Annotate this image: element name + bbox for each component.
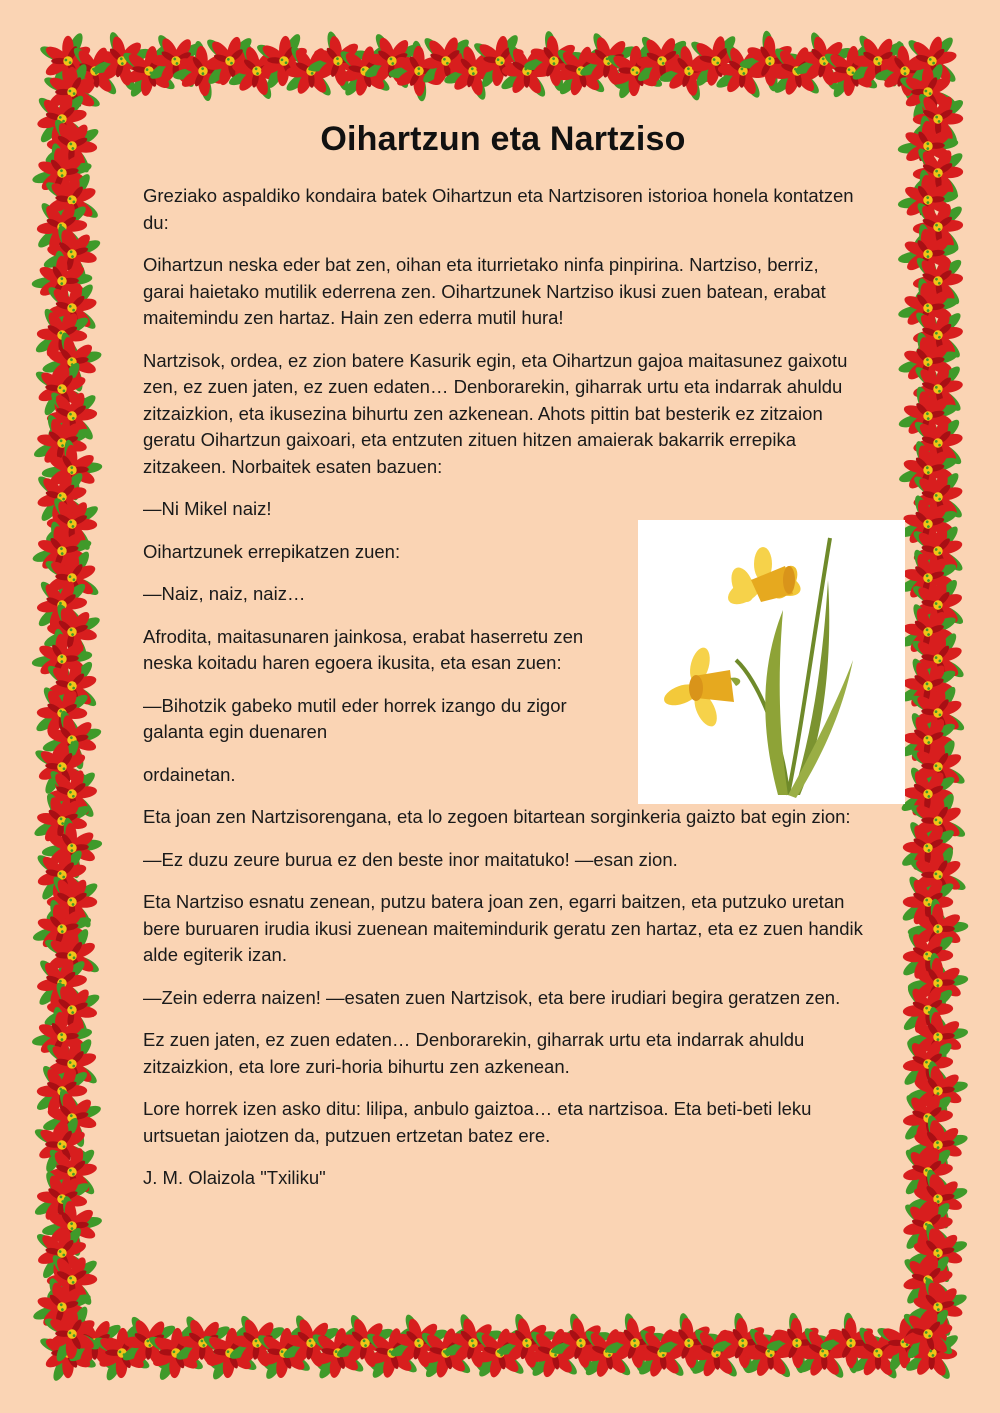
story-content	[143, 120, 863, 1208]
paragraph: —Ez duzu zeure burua ez den beste inor maitatuko! —esan zion.	[143, 848, 678, 870]
paragraph: —Bihotzik gabeko mutil eder horrek izango du zigor galanta egin duenaren	[143, 694, 567, 742]
paragraph: Eta joan zen Nartzisorengana, eta lo zegoen bitartean sorginkeria gaizto bat egin zion:	[143, 806, 851, 827]
paragraph: Oihartzunek errepikatzen zuen:	[143, 540, 401, 562]
paragraph: Ez zuen jaten, ez zuen edaten… Denborarekin, giharrak urtu eta indarrak ahuldu zitzaizkion, eta lore zuri-horia bihurtu zen azkenean.	[143, 1029, 805, 1077]
paragraph: Nartzisok, ordea, ez zion batere Kasurik egin, eta Oihartzun gajoa maitasunez gaixotu zen, ez zuen jaten, ez zuen edaten… Denborarekin, giharrak urtu eta indarrak ahuldu zitzaizkion, eta ikusezina bihurtu zen azkenean. Ahots pittin bat besterik ez zitzaion geratu Oihartzun gaixoari, eta entzuten zituen hitzen amaierak bakarrik errepika zitzakeen. Norbaitek esaten bazuen:	[143, 349, 848, 477]
paragraph: Lore horrek izen asko ditu: lilipa, anbulo gaiztoa… eta nartzisoa. Eta beti-beti leku urtsuetan jaiotzen da, putzuen ertzetan batez ere.	[143, 1098, 812, 1146]
paragraph: Eta Nartziso esnatu zenean, putzu batera joan zen, egarri baitzen, eta putzuko uretan bere buruaren irudia ikusi zuenean maitemindurik geratu zen hartaz, eta ez zuen handik alde egiterik izan.	[143, 891, 863, 965]
paragraph: —Naiz, naiz, naiz…	[143, 583, 306, 604]
paragraph: —Zein ederra naizen! —esaten zuen Nartzisok, eta bere irudiari begira geratzen zen.	[143, 986, 841, 1008]
page-title: Oihartzun eta Nartziso	[320, 120, 686, 158]
paragraph: Greziako aspaldiko kondaira batek Oihartzun eta Nartzisoren istorioa honela kontatzen du:	[143, 185, 854, 233]
paragraph: ordainetan.	[143, 763, 236, 785]
paragraph: Afrodita, maitasunaren jainkosa, erabat haserretu zen neska koitadu haren egoera ikusita, eta esan zuen:	[143, 625, 584, 673]
author-credit: J. M. Olaizola "Txiliku"	[143, 1167, 326, 1188]
paragraph: —Ni Mikel naiz!	[143, 498, 272, 519]
paragraph: Oihartzun neska eder bat zen, oihan eta iturrietako ninfa pinpirina. Nartziso, berriz, garai haietako mutilik ederrena zen. Oihartzunek Nartziso ikusi zuen batean, erabat maitemindu zen hartaz. Hain zen ederra mutil hura!	[143, 254, 826, 328]
